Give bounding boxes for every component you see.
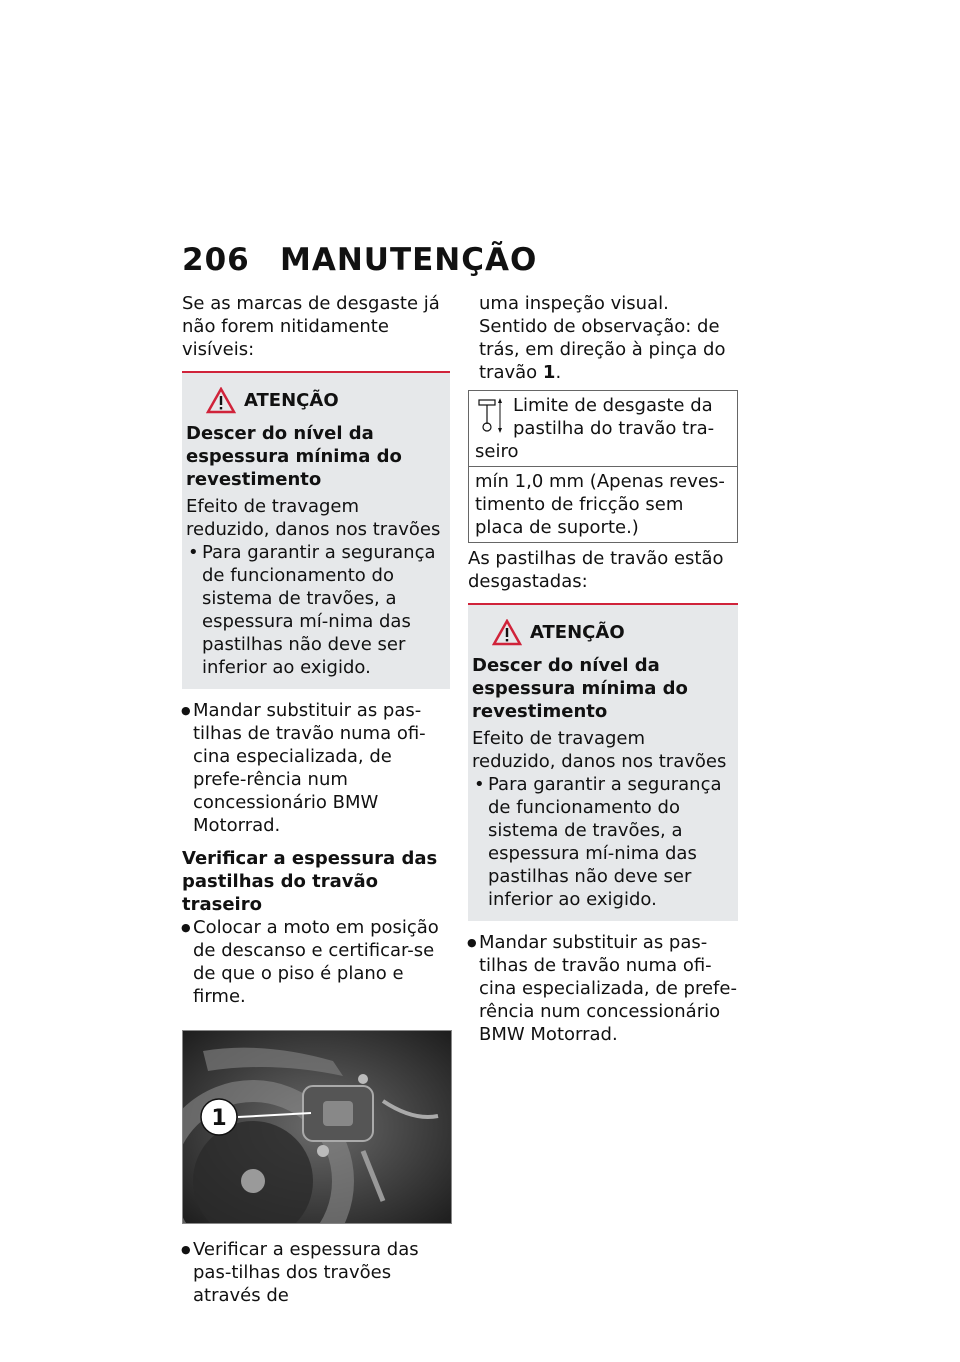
warning-box-2: [468, 603, 738, 921]
gauge-icon: [475, 396, 505, 434]
warning-title: [206, 387, 446, 414]
warning-effect-2: Efeito de travagem reduzido, danos nos travões: [472, 728, 727, 772]
brake-caliper-photo: [182, 1030, 452, 1224]
warning-bullet-2: • Para garantir a segurança de funcionamento do sistema de travões, a espessura mí-nima das pastilhas não deve ser inferior ao exigido.: [472, 773, 734, 911]
worn-pads-text: As pastilhas de travão estão desgastadas:: [468, 548, 724, 592]
spec-label: Limite de desgaste da pastilha do travão tra-seiro: [475, 395, 715, 462]
warning-effect: Efeito de travagem reduzido, danos nos travões: [186, 496, 441, 540]
spec-value: mín 1,0 mm (Apenas reves-timento de fricção sem placa de suporte.): [469, 467, 738, 543]
photo-callout-1: 1: [211, 1106, 227, 1131]
page-header: [182, 242, 537, 278]
action-inspect-pads: ● Verificar a espessura das pas-tilhas dos travões através de: [182, 1238, 450, 1307]
action-position-bike: ● Colocar a moto em posição de descanso e certificar-se de que o piso é plano e firme.: [182, 916, 450, 1008]
section-title: MANUTENÇÃO: [280, 242, 538, 278]
right-column: [468, 292, 738, 1046]
left-column: [182, 292, 450, 1307]
spec-table: [468, 390, 738, 543]
warning-heading: Descer do nível da espessura mínima do revestimento: [186, 423, 402, 490]
warning-triangle-icon: [206, 387, 236, 414]
action-replace-pads: ● Mandar substituir as pas-tilhas de travão numa ofi-cina especializada, de prefe-rência num concessionário BMW Motorrad.: [182, 699, 450, 837]
warning-title-text-2: ATENÇÃO: [530, 622, 625, 643]
action-replace-pads-2: ● Mandar substituir as pas-tilhas de travão numa ofi-cina especializada, de prefe-rência num concessionário BMW Motorrad.: [468, 931, 738, 1046]
warning-title-2: [492, 619, 734, 646]
continuation-text: uma inspeção visual. Sentido de observação: de trás, em direção à pinça do travão 1.: [479, 293, 726, 383]
warning-triangle-icon: [492, 619, 522, 646]
warning-box: [182, 371, 450, 689]
subheading-check-rear-pads: Verificar a espessura das pastilhas do travão traseiro: [182, 848, 438, 915]
warning-bullet: • Para garantir a segurança de funcionamento do sistema de travões, a espessura mí-nima das pastilhas não deve ser inferior ao exigido.: [186, 541, 446, 679]
warning-heading-2: Descer do nível da espessura mínima do revestimento: [472, 655, 688, 722]
spec-label-cell: [469, 391, 738, 467]
intro-text: Se as marcas de desgaste já não forem nitidamente visíveis:: [182, 293, 440, 360]
brake-caliper-illustration: [183, 1031, 451, 1223]
caliper-ref: 1: [542, 362, 556, 383]
page-number: 206: [182, 242, 250, 278]
warning-title-text: ATENÇÃO: [244, 390, 339, 411]
